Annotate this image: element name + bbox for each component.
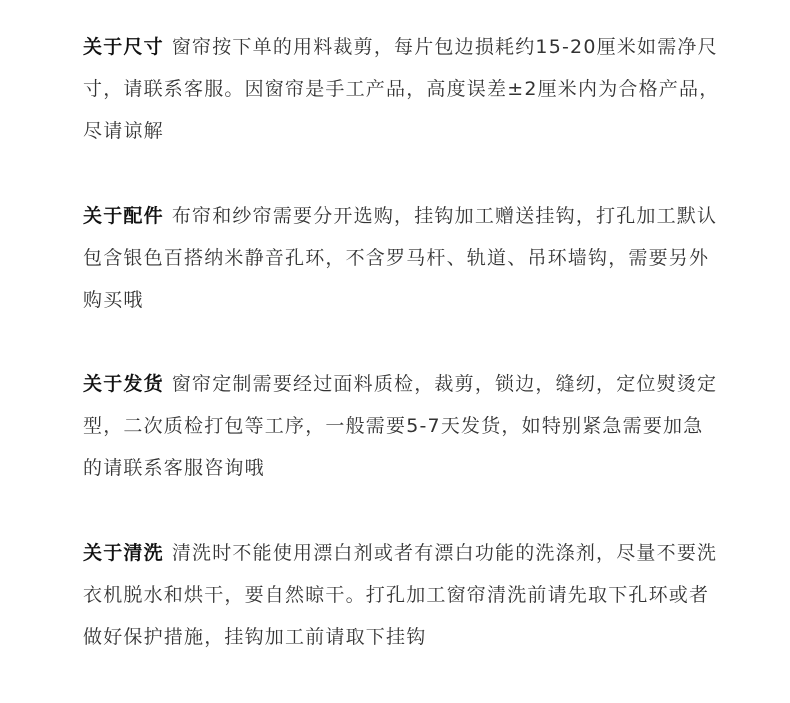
- note-washing: [83, 532, 723, 658]
- note-accessories-title: 关于配件: [83, 205, 164, 227]
- note-shipping: [83, 363, 723, 489]
- note-accessories: [83, 195, 723, 321]
- note-washing-title: 关于清洗: [83, 542, 164, 564]
- note-accessories-body: 布帘和纱帘需要分开选购，挂钩加工赠送挂钩，打孔加工默认包含银色百搭纳米静音孔环，不含罗马杆、轨道、吊环墙钩，需要另外购买哦: [83, 205, 718, 311]
- note-shipping-body: 窗帘定制需要经过面料质检，裁剪，锁边，缝纫，定位熨烫定型，二次质检打包等工序，一般需要5-7天发货，如特别紧急需要加急的请联系客服咨询哦: [83, 373, 718, 479]
- note-shipping-title: 关于发货: [83, 373, 164, 395]
- note-washing-body: 清洗时不能使用漂白剂或者有漂白功能的洗涤剂，尽量不要洗衣机脱水和烘干，要自然晾干。打孔加工窗帘清洗前请先取下孔环或者做好保护措施，挂钩加工前请取下挂钩: [83, 542, 718, 648]
- note-size-body: 窗帘按下单的用料裁剪，每片包边损耗约15-20厘米如需净尺寸，请联系客服。因窗帘是手工产品，高度误差±2厘米内为合格产品，尽请谅解: [83, 36, 720, 142]
- note-size-title: 关于尺寸: [83, 36, 164, 58]
- note-size: [83, 26, 723, 152]
